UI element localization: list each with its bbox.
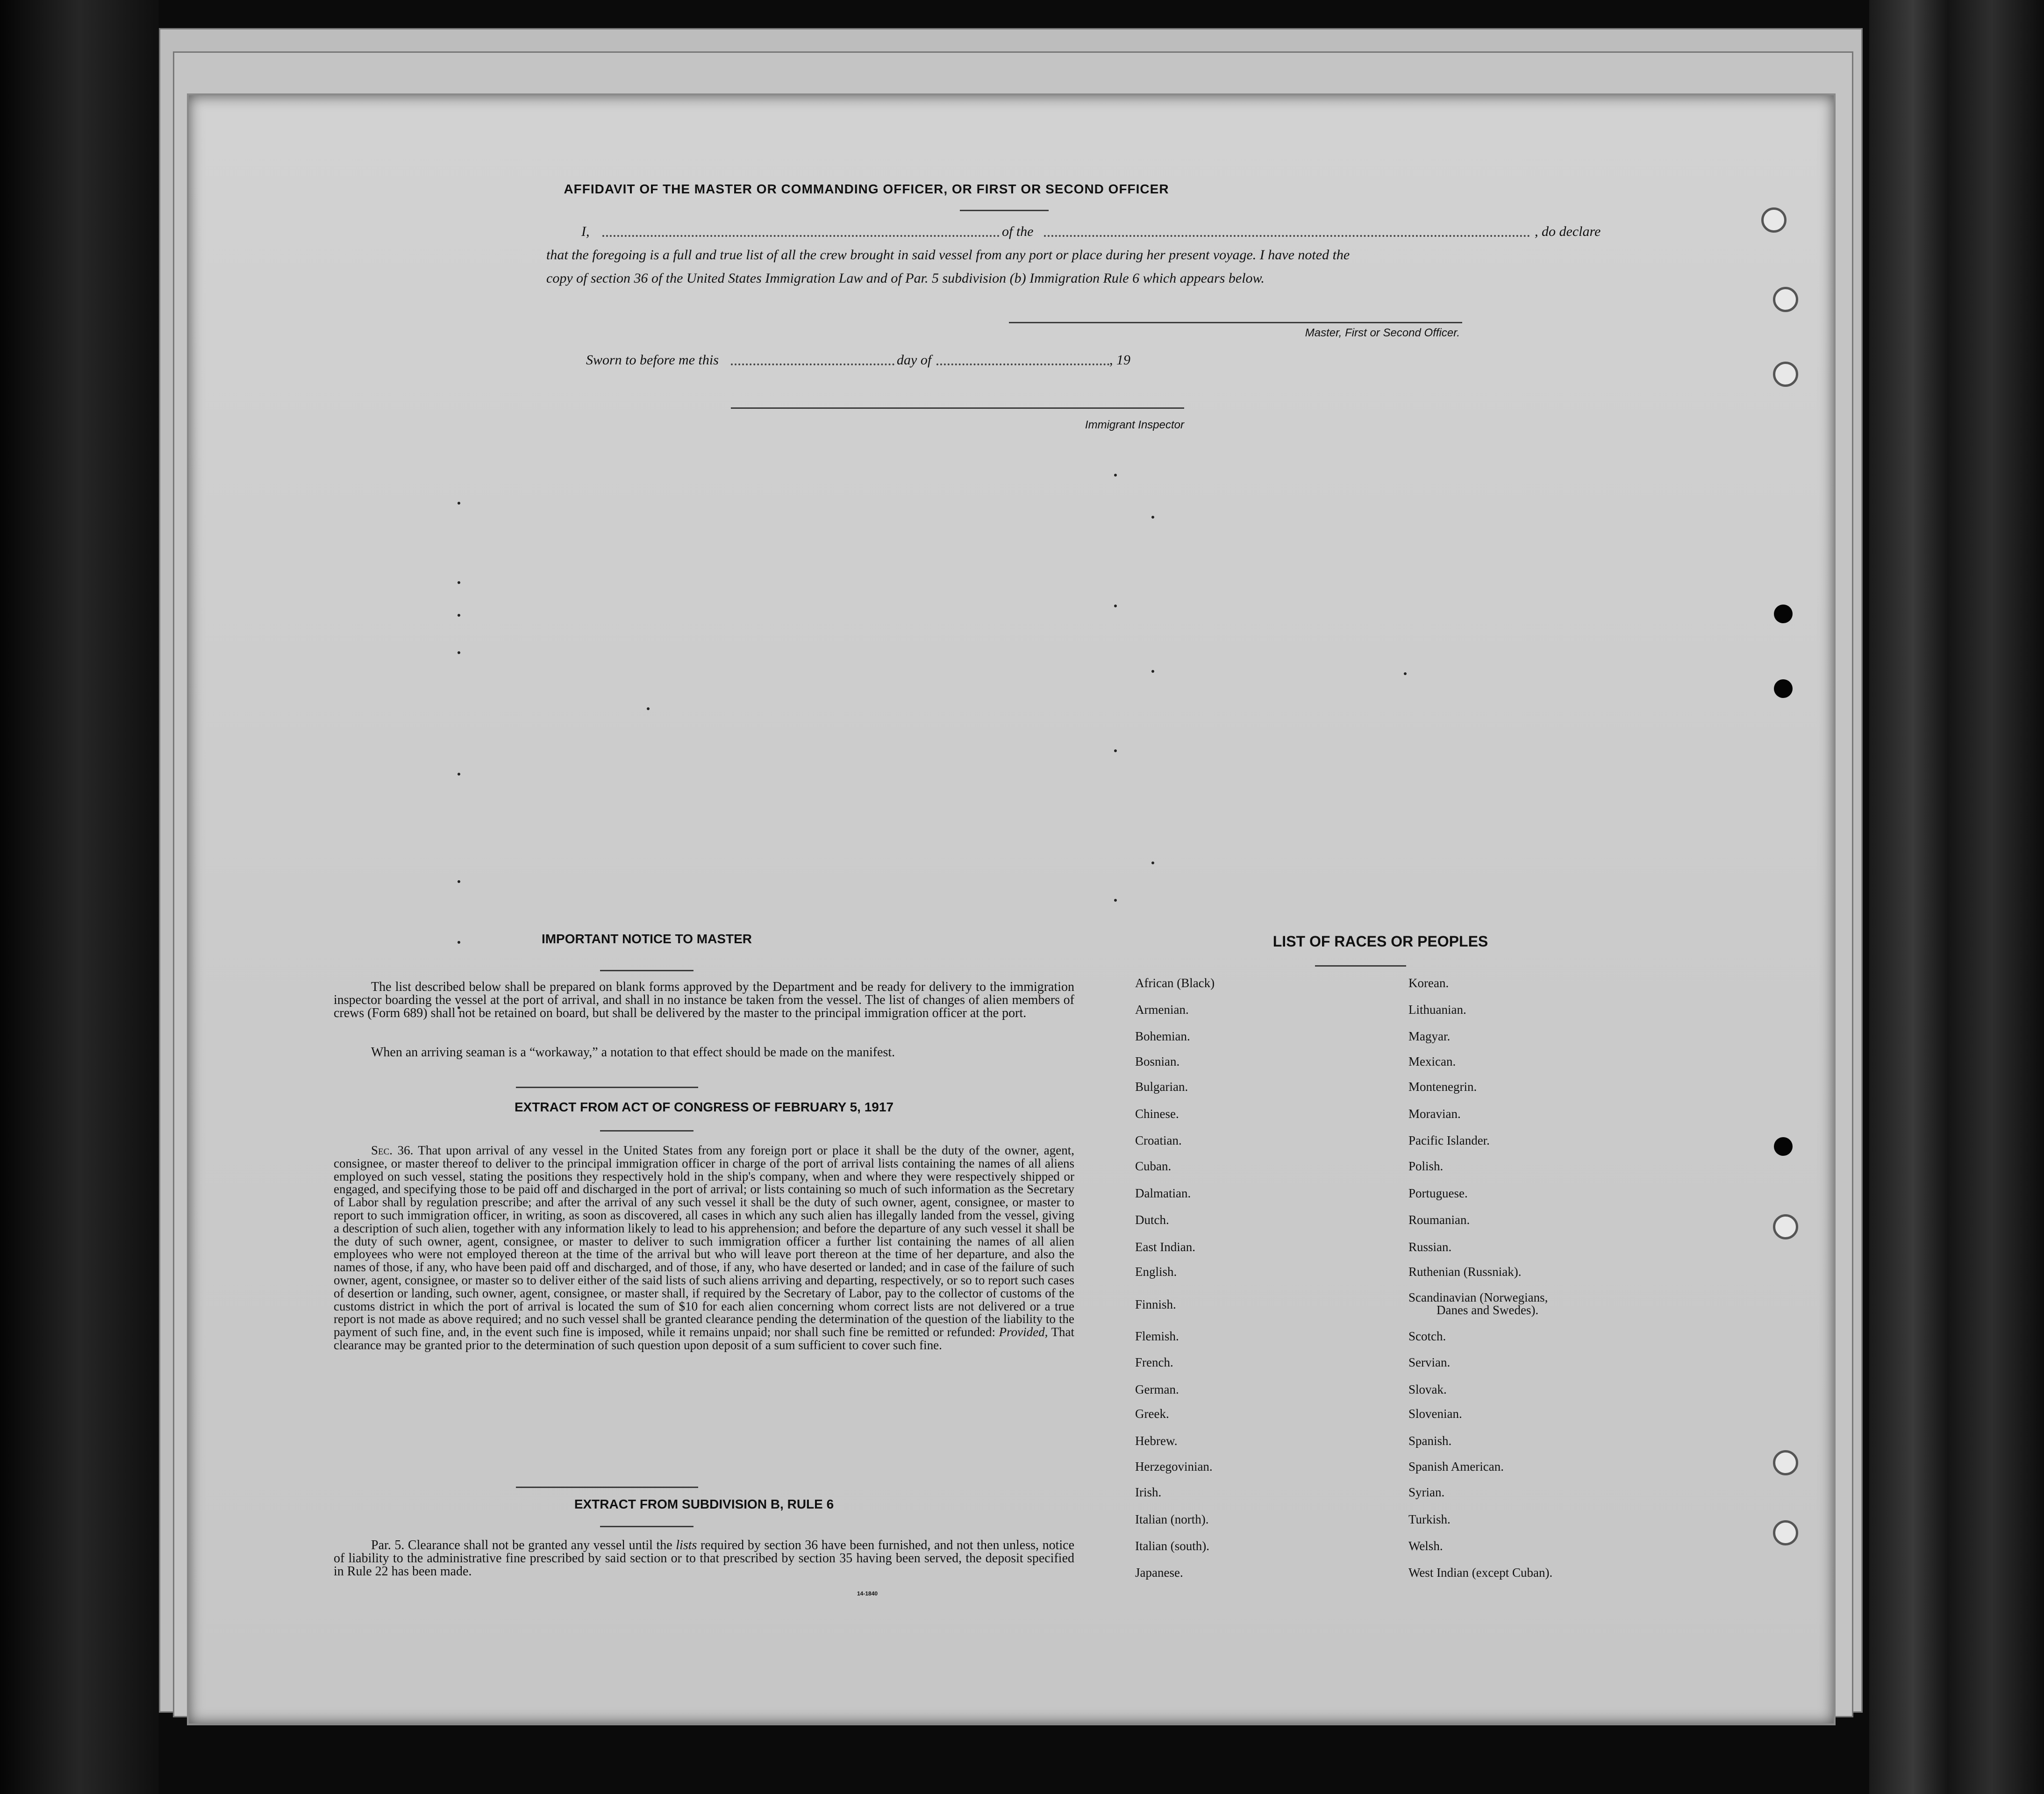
provided-word: Provided, [999,1325,1048,1339]
page-speck [1151,670,1154,673]
page-speck [457,773,460,776]
notice-paragraph-1: The list described below shall be prepared on blank forms approved by the Department and be ready for delivery to the immigration inspector boarding the vessel at the port of arrival, and shall in no instance be taken from the vessel. The list of changes of alien members of crews (Form 689) shall not be retained on board, but shall be delivered by the master to the principal immigration officer at the port. [334,980,1074,1020]
races-title-underline [1315,965,1406,967]
race-item: Bulgarian. [1135,1080,1188,1094]
rule-extract-title: EXTRACT FROM SUBDIVISION B, RULE 6 [574,1497,834,1511]
race-item: Slovak. [1408,1382,1447,1396]
page-speck [457,651,460,654]
race-item: Pacific Islander. [1408,1133,1490,1147]
act-extract-title: EXTRACT FROM ACT OF CONGRESS OF FEBRUARY 5, 1917 [514,1100,894,1114]
race-item: Mexican. [1408,1054,1456,1068]
race-item: African (Black) [1135,976,1215,990]
sworn-label: Sworn to before me this [586,352,719,368]
act-body-end: That clearance may be granted prior to the determination of such question upon deposit of a sum sufficient to cover such fine. [334,1325,1075,1352]
page-speck [457,880,460,883]
page-speck [1114,899,1117,902]
races-title: LIST OF RACES OR PEOPLES [1272,933,1488,950]
race-item: Welsh. [1408,1539,1443,1553]
race-item: Slovenian. [1408,1407,1462,1421]
lists-word: lists [676,1538,697,1552]
race-item: Korean. [1408,976,1449,990]
sworn-month-blank [936,363,1109,365]
inspector-signature-line [731,407,1184,409]
race-item: Syrian. [1408,1485,1445,1499]
race-item: West Indian (except Cuban). [1408,1566,1553,1580]
race-item: Ruthenian (Russniak). [1408,1265,1522,1279]
sworn-day-blank [731,363,894,365]
race-item: Polish. [1408,1159,1444,1173]
race-item: Portuguese. [1408,1186,1468,1200]
page-speck [1151,516,1154,519]
act-body: That upon arrival of any vessel in the United States from any foreign port or place it shall be the duty of the owner, agent, consignee, or master thereof to deliver to the principal immigration officer in charge of the port of arrival lists containing the names of all aliens employed on such vessel, stating the positions they respectively hold in the ship's company, when and where they were respectively shipped or engaged, and specifying those to be paid off and discharged in the port of arrival; or lists containing so much of such information as the Secretary of Labor shall by regulation prescribe; and after the arrival of any such vessel it shall be the duty of such owner, agent, consignee, or master to report to such immigration officer, in writing, as soon as discovered, all cases in which any such alien has illegally landed from the vessel, giving a description of such alien, together with any information likely to lead to his apprehension; and before the departure of any such vessel it shall be the duty of such owner, agent, consignee, or master to deliver to such immigration officer a further list containing the names of all alien employees who were not employed thereon at the time of the arrival but who will leave port thereon at the time of her departure, and also the names of those, if any, who have been paid off and discharged, and of those, if any, who have deserted or landed; and in case of the failure of such owner, agent, consignee, or master so to deliver either of the said lists of such aliens arriving and departing, respectively, or so to report such cases of desertion or landing, such owner, agent, consignee, or master shall, if required by the Secretary of Labor, pay to the collector of customs of the customs district in which the port of arrival is located the sum of $10 for each alien concerning whom correct lists are not delivered or a true report is not made as above required; and no such vessel shall be granted clearance pending the determination of the question of the liability to the payment of such fine, and, in the event such fine is imposed, while it remains unpaid; nor shall such fine be remitted or refunded: [334,1143,1075,1339]
race-item: Roumanian. [1408,1213,1470,1227]
race-item: Irish. [1135,1485,1162,1499]
race-item: Spanish American. [1408,1459,1504,1474]
race-item: Greek. [1135,1407,1169,1421]
race-item: German. [1135,1382,1179,1396]
binder-hole-dark [1774,679,1793,698]
section-label: Sec. 36. [371,1143,414,1157]
race-item: Magyar. [1408,1029,1451,1043]
scan-background-left [0,0,159,1794]
rule-text-a: Par. 5. Clearance shall not be granted any vessel until the [371,1538,672,1552]
form-number: 14-1840 [857,1590,878,1597]
race-item: Servian. [1408,1355,1451,1369]
notice-paragraph-2: When an arriving seaman is a “workaway,” a notation to that effect should be made on the manifest. [371,1045,895,1060]
rule-extract-text [334,1539,1074,1578]
affidavit-paragraph-line3: copy of section 36 of the United States Immigration Law and of Par. 5 subdivision (b) Immigration Rule 6 which appears below. [546,271,1265,286]
race-item: Chinese. [1135,1107,1179,1121]
notice-underline [600,970,693,971]
binder-hole-open [1773,1450,1798,1475]
race-item: French. [1135,1355,1173,1369]
page-speck [457,581,460,584]
section-divider-2 [516,1487,698,1488]
section-divider [516,1087,698,1088]
race-item: Moravian. [1408,1107,1461,1121]
binder-hole-dark [1774,605,1793,623]
race-item-continuation: Danes and Swedes). [1437,1303,1539,1317]
name-blank [602,235,1000,237]
binder-hole-open [1773,362,1798,387]
affidavit-declare-label: , do declare [1535,224,1601,239]
race-item: Cuban. [1135,1159,1172,1173]
affidavit-of-the-label: of the [1002,224,1034,239]
page-speck [1114,605,1117,607]
race-item: Dalmatian. [1135,1186,1191,1200]
race-item: Montenegrin. [1408,1080,1477,1094]
race-item: Flemish. [1135,1329,1179,1343]
act-extract-text [334,1144,1074,1352]
binder-edge [1869,0,2044,1794]
race-item: Lithuanian. [1408,1003,1466,1017]
page-speck [457,614,460,617]
page-speck [1114,749,1117,752]
rule-text-b: required by section 36 have been furnished, and not then unless, notice of liability to the administrative fine prescribed by said section or to that prescribed by section 35 having been served, the deposit specified in Rule 22 has been made. [334,1538,1074,1579]
race-item: English. [1135,1265,1177,1279]
signature-label: Master, First or Second Officer. [1305,327,1460,339]
race-item: Finnish. [1135,1297,1176,1311]
page-speck [1404,672,1407,675]
signature-line [1009,322,1462,323]
race-item: Herzegovinian. [1135,1459,1213,1474]
act-title-underline [600,1130,693,1132]
vessel-blank [1044,235,1530,237]
race-item: Scotch. [1408,1329,1446,1343]
affidavit-i-label: I, [581,224,590,239]
race-item: Italian (south). [1135,1539,1209,1553]
rule-title-underline [600,1526,693,1527]
manifest-page [187,93,1836,1725]
binder-hole-open [1773,287,1798,312]
page-speck [457,502,460,505]
race-item: Turkish. [1408,1512,1451,1526]
binder-hole-dark [1774,1137,1793,1156]
sworn-line [586,352,1240,371]
race-item: Dutch. [1135,1213,1169,1227]
race-item: Armenian. [1135,1003,1189,1017]
page-speck [647,707,650,710]
notice-title: IMPORTANT NOTICE TO MASTER [541,932,752,946]
race-item: Hebrew. [1135,1434,1178,1448]
affidavit-line1 [581,224,1651,242]
page-speck [1114,474,1117,477]
race-item: Russian. [1408,1240,1452,1254]
race-item: Italian (north). [1135,1512,1209,1526]
inspector-label: Immigrant Inspector [1085,419,1184,431]
race-item: Japanese. [1135,1566,1183,1580]
race-item: East Indian. [1135,1240,1195,1254]
title-underline [960,210,1049,211]
binder-hole-open [1773,1214,1798,1239]
binder-hole-open [1773,1520,1798,1545]
page-speck [1151,861,1154,864]
year-label: , 19 [1109,352,1130,368]
affidavit-title: AFFIDAVIT OF THE MASTER OR COMMANDING OFFICER, OR FIRST OR SECOND OFFICER [564,182,1169,196]
binder-hole-open [1761,207,1787,233]
day-of-label: day of [897,352,932,368]
race-item: Bosnian. [1135,1054,1180,1068]
race-item: Croatian. [1135,1133,1182,1147]
race-item: Scandinavian (Norwegians, [1408,1290,1548,1304]
race-item: Spanish. [1408,1434,1452,1448]
affidavit-paragraph-line2: that the foregoing is a full and true list of all the crew brought in said vessel from any port or place during her present voyage. I have noted the [546,247,1350,263]
race-item: Bohemian. [1135,1029,1190,1043]
